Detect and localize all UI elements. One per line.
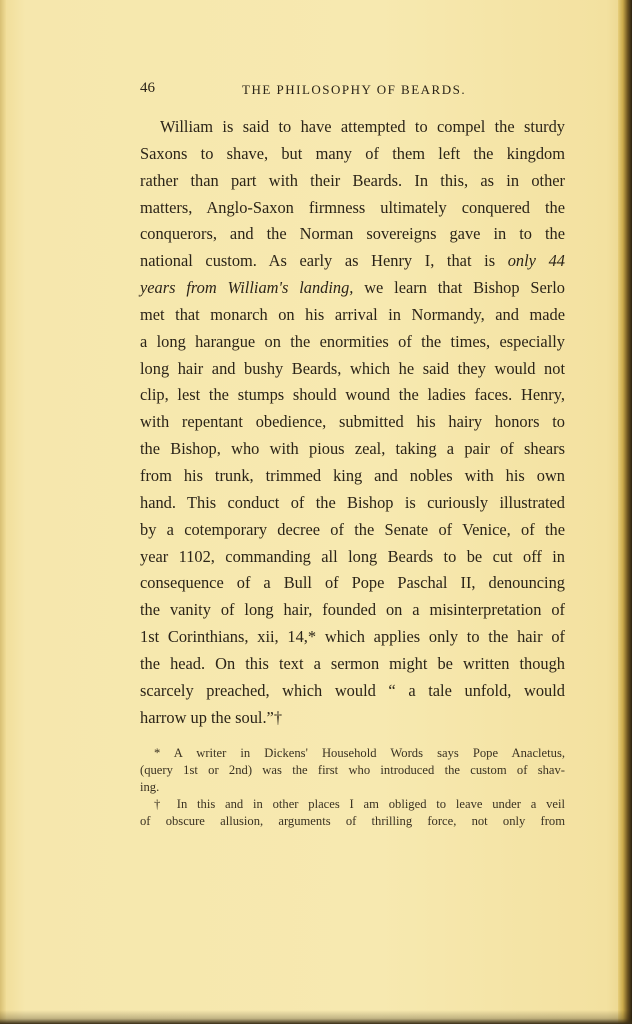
text-line: matters, Anglo-Saxon firmness ultimately conquered the — [140, 197, 565, 217]
text-line: William is said to have attempted to compel the sturdy — [160, 117, 565, 136]
footnote-line: (query 1st or 2nd) was the first who introduced the custom of shav- — [140, 763, 565, 777]
text-segment: we learn that Bishop Serlo — [364, 278, 565, 298]
left-page-edge — [0, 0, 6, 1024]
text-line: rather than part with their Beards. In this, as in other — [140, 170, 565, 190]
running-title: THE PHILOSOPHY OF BEARDS. — [242, 82, 467, 97]
text-line: the vanity of long hair, founded on a misinterpretation of — [140, 600, 565, 620]
text-line: consequence of a Bull of Pope Paschal II, denouncing — [140, 573, 565, 593]
text-line: the Bishop, who with pious zeal, taking a pair of shears — [140, 439, 565, 459]
text-line: a long harangue on the enormities of the times, especially — [140, 331, 565, 351]
italic-segment: years from William's landing, — [140, 278, 354, 298]
text-line — [140, 275, 565, 302]
text-line: scarcely preached, which would “ a tale unfold, would — [140, 680, 565, 700]
text-line: Saxons to shave, but many of them left the kingdom — [140, 143, 565, 163]
text-line: hand. This conduct of the Bishop is curiously illustrated — [140, 492, 565, 512]
footnote-line: of obscure allusion, arguments of thrilling force, not only from — [140, 814, 565, 828]
text-line: with repentant obedience, submitted his hairy honors to — [140, 412, 565, 432]
text-line: the head. On this text a sermon might be written though — [140, 653, 565, 673]
text-line — [140, 248, 565, 275]
footnote-line: † In this and in other places I am obliged to leave under a veil — [154, 797, 565, 811]
body-text — [140, 114, 565, 731]
book-binding-edge — [618, 0, 632, 1024]
text-line: from his trunk, trimmed king and nobles with his own — [140, 465, 565, 485]
footnote-line: * A writer in Dickens' Household Words says Pope Anacletus, — [154, 746, 565, 760]
page-number: 46 — [140, 80, 155, 96]
text-line: conquerors, and the Norman sovereigns gave in to the — [140, 224, 565, 244]
text-line: by a cotemporary decree of the Senate of Venice, of the — [140, 519, 565, 539]
italic-segment: only 44 — [507, 251, 565, 271]
bottom-page-edge — [0, 1010, 632, 1024]
text-line: harrow up the soul.”† — [140, 707, 283, 727]
text-line: long hair and bushy Beards, which he said they would not — [140, 358, 565, 378]
page-header — [140, 80, 565, 104]
text-line: year 1102, commanding all long Beards to be cut off in — [140, 546, 565, 566]
text-segment: national custom. As early as Henry I, that is — [140, 251, 496, 271]
text-line: clip, lest the stumps should wound the ladies faces. Henry, — [140, 385, 565, 405]
footnotes — [140, 745, 565, 830]
footnote-line: ing. — [140, 780, 160, 794]
text-line: met that monarch on his arrival in Normandy, and made — [140, 304, 565, 324]
text-line: 1st Corinthians, xii, 14,* which applies only to the hair of — [140, 627, 565, 647]
